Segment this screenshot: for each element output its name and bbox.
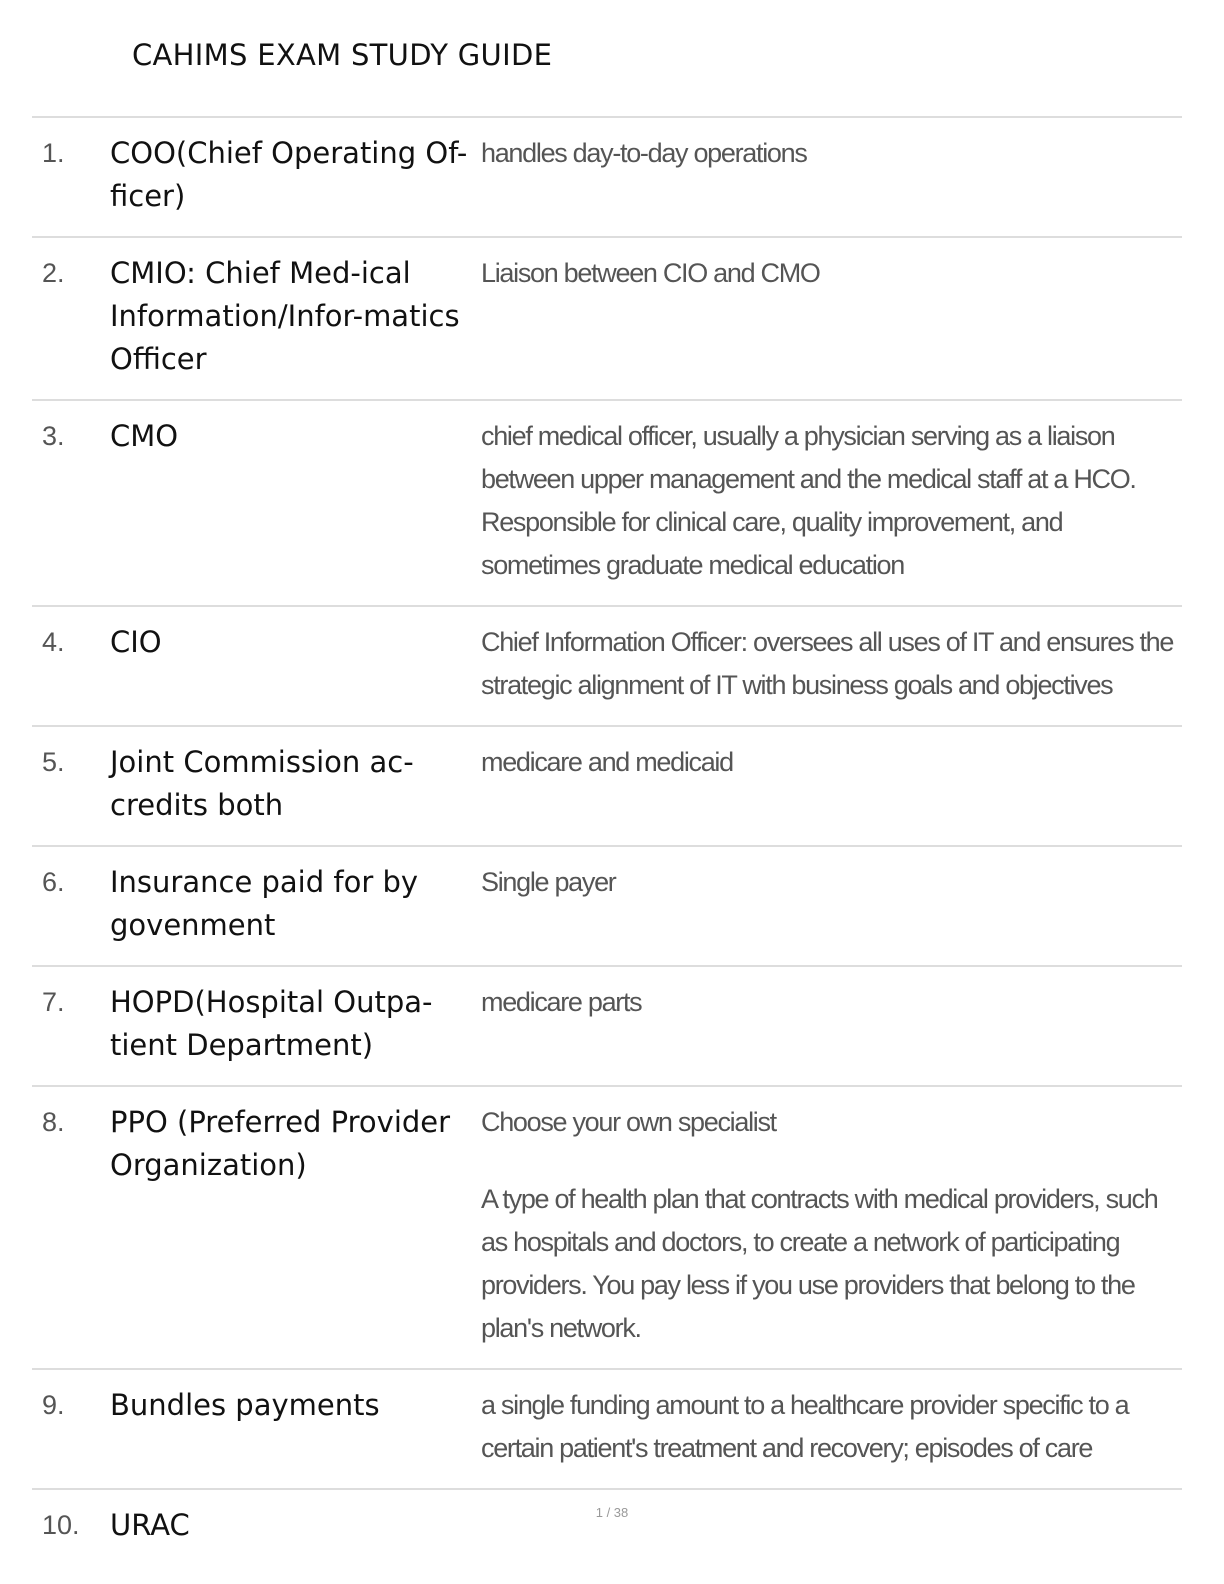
list-item	[32, 845, 1182, 965]
item-number: 2.	[42, 258, 65, 288]
list-item	[32, 725, 1182, 845]
definition-paragraph: Chief Information Officer: oversees all uses of IT and ensures the strategic alignment of IT with business goals and objectives	[481, 627, 1174, 700]
item-term: CMIO: Chief Med-ical Information/Infor-matics Officer	[110, 256, 460, 376]
item-number: 10.	[42, 1510, 80, 1540]
definition-paragraph: Single payer	[481, 867, 616, 897]
definition-paragraph: Choose your own specialist	[481, 1107, 776, 1137]
item-definition	[481, 252, 1182, 381]
definition-paragraph: a single funding amount to a healthcare provider specific to a certain patient's treatment and recovery; episodes of care	[481, 1390, 1129, 1463]
item-definition	[481, 1384, 1182, 1470]
item-number: 3.	[42, 421, 65, 451]
list-item	[32, 236, 1182, 399]
page-indicator: 1 / 38	[595, 1505, 629, 1520]
item-term: Bundles payments	[110, 1388, 380, 1422]
definition-paragraph: medicare and medicaid	[481, 747, 733, 777]
item-definition	[481, 861, 1182, 947]
item-definition	[481, 981, 1182, 1067]
item-number: 9.	[42, 1390, 65, 1420]
page-title: CAHIMS EXAM STUDY GUIDE	[132, 38, 553, 72]
definition-paragraph: Liaison between CIO and CMO	[481, 258, 820, 288]
definition-paragraph: A type of health plan that contracts with medical providers, such as hospitals and doctors, to create a network of participating providers. You pay less if you use providers that belong to the plan's network.	[481, 1184, 1158, 1343]
item-number: 8.	[42, 1107, 65, 1137]
item-number: 7.	[42, 987, 65, 1017]
list-item	[32, 965, 1182, 1085]
item-definition	[481, 621, 1182, 707]
list-item	[32, 1368, 1182, 1488]
item-definition	[481, 1101, 1182, 1350]
item-definition	[481, 741, 1182, 827]
item-definition	[481, 415, 1182, 587]
item-term: HOPD(Hospital Outpa-tient Department)	[110, 985, 433, 1062]
item-definition	[481, 132, 1182, 218]
list-item	[32, 1085, 1182, 1368]
item-term: Insurance paid for by govenment	[110, 865, 419, 942]
list-item	[32, 399, 1182, 605]
item-term: COO(Chief Operating Of-ficer)	[110, 136, 468, 213]
list-item	[32, 605, 1182, 725]
definition-paragraph: handles day-to-day operations	[481, 138, 807, 168]
item-number: 6.	[42, 867, 65, 897]
item-term: URAC	[110, 1508, 190, 1542]
item-term: Joint Commission ac-credits both	[110, 745, 414, 822]
item-number: 5.	[42, 747, 65, 777]
list-item	[32, 116, 1182, 236]
item-number: 1.	[42, 138, 65, 168]
item-term: CMO	[110, 419, 179, 453]
list-item	[32, 1488, 1182, 1565]
item-number: 4.	[42, 627, 65, 657]
item-term: CIO	[110, 625, 162, 659]
term-list	[32, 116, 1182, 1565]
definition-paragraph: chief medical officer, usually a physician serving as a liaison between upper management and the medical staff at a HCO. Responsible for clinical care, quality improvement, and sometimes graduate medical education	[481, 421, 1136, 580]
definition-paragraph: medicare parts	[481, 987, 642, 1017]
item-term: PPO (Preferred Provider Organization)	[110, 1105, 451, 1182]
